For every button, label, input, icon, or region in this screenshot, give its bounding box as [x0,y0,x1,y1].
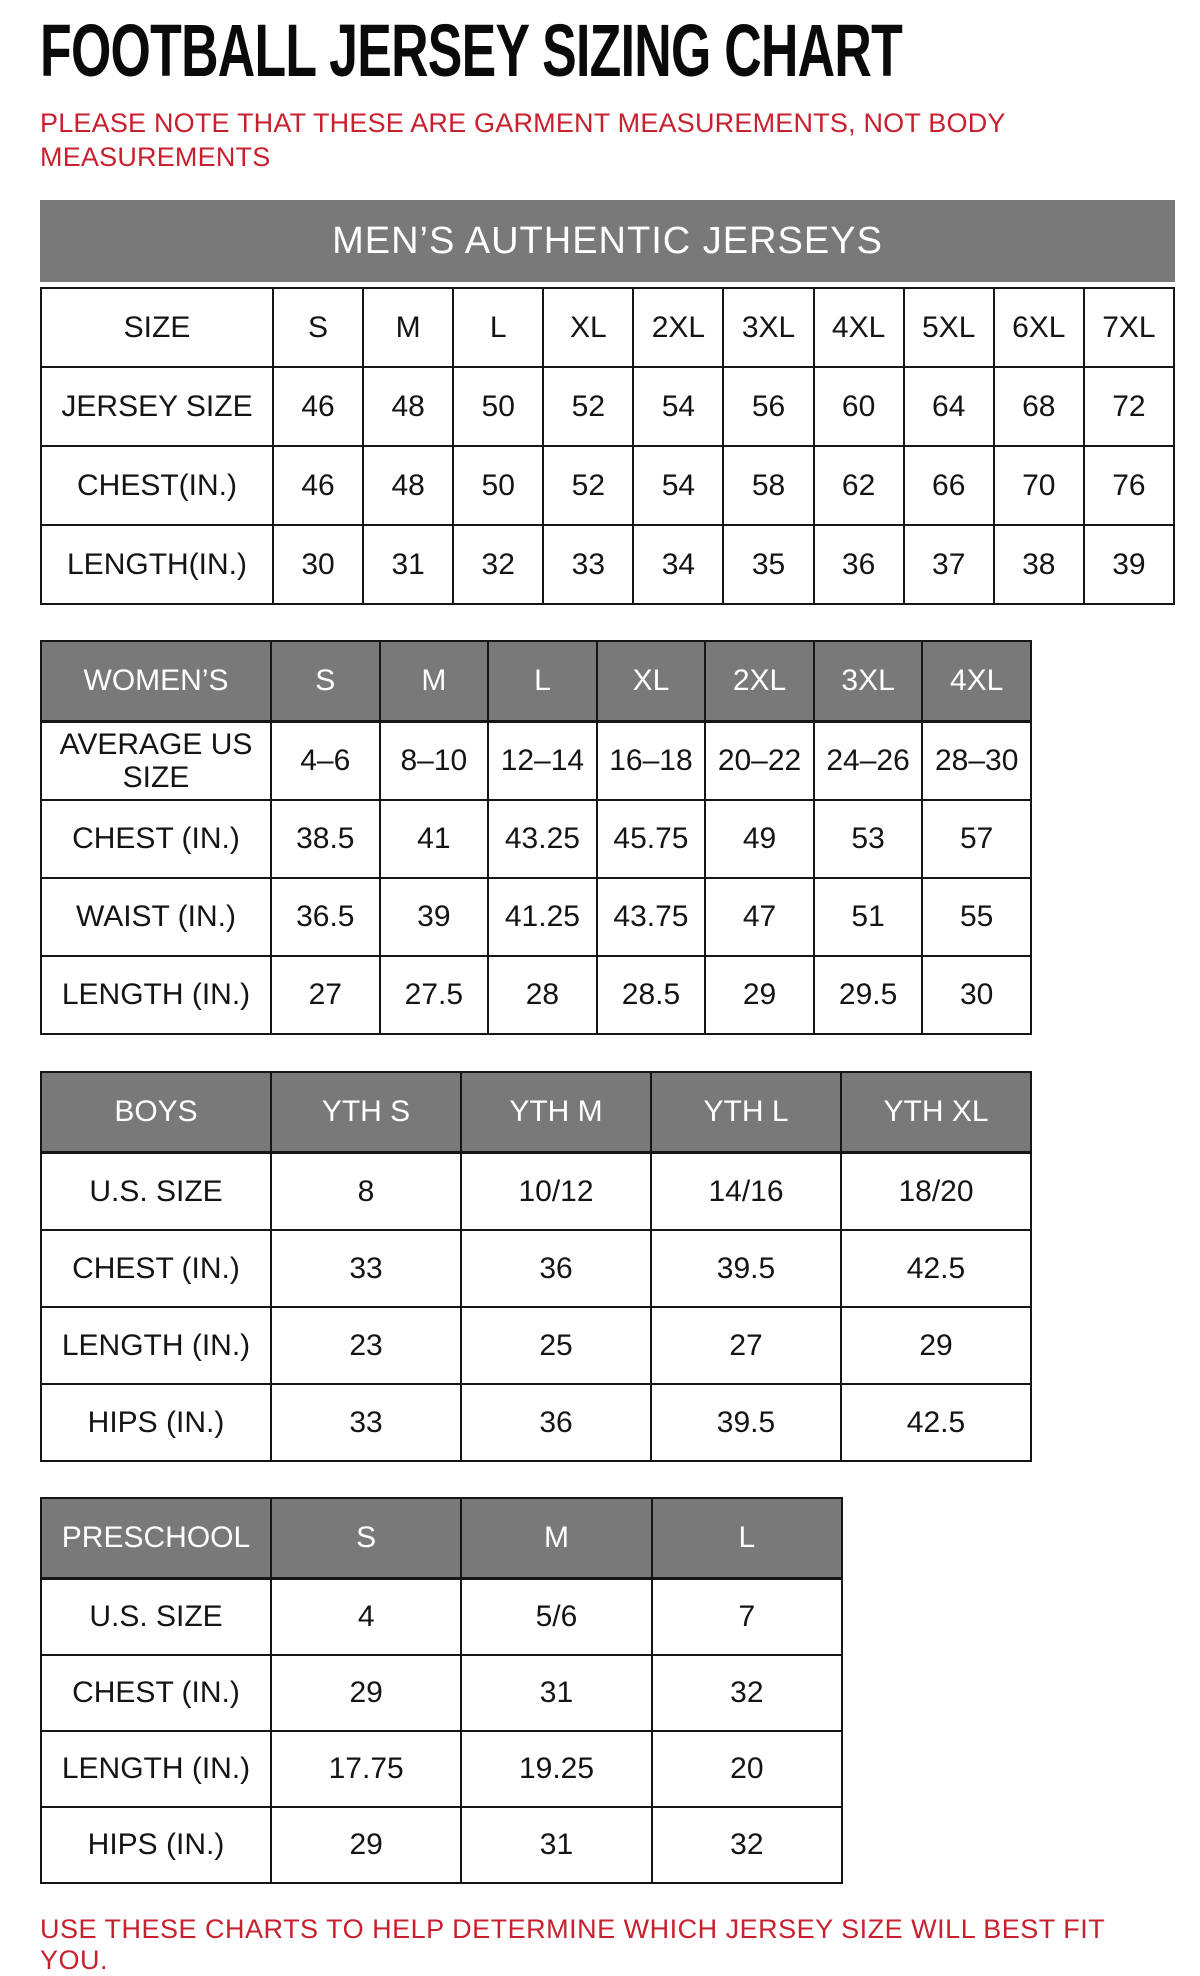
cell-value: 58 [723,446,813,525]
cell-value: 42.5 [841,1230,1031,1307]
table-row [41,800,1031,878]
cell-value: 4 [271,1579,461,1656]
table-row [41,1307,1031,1384]
cell-value: 53 [814,800,923,878]
cell-value: 29 [271,1807,461,1883]
cell-value: 46 [273,446,363,525]
cell-value: 36.5 [271,878,380,956]
column-header: L [488,641,597,722]
cell-value: 57 [922,800,1031,878]
table-row [41,367,1174,446]
column-header: 5XL [904,288,994,367]
cell-value: 62 [814,446,904,525]
column-header: 3XL [814,641,923,722]
cell-value: 33 [543,525,633,604]
cell-value: 12–14 [488,722,597,801]
table-row [41,1807,842,1883]
row-label: CHEST (IN.) [41,1655,271,1731]
cell-value: 66 [904,446,994,525]
cell-value: 76 [1084,446,1174,525]
table-row [41,1731,842,1807]
column-header: 6XL [994,288,1084,367]
column-header: S [271,641,380,722]
table-row [41,1655,842,1731]
cell-value: 5/6 [461,1579,651,1656]
boys-header-row [41,1072,1031,1153]
garment-measurement-note [40,106,1200,174]
cell-value: 18/20 [841,1153,1031,1231]
cell-value: 51 [814,878,923,956]
column-header: 4XL [922,641,1031,722]
cell-value: 28–30 [922,722,1031,801]
cell-value: 33 [271,1230,461,1307]
cell-value: 31 [461,1655,651,1731]
cell-value: 70 [994,446,1084,525]
mens-size-table [40,287,1175,605]
cell-value: 8 [271,1153,461,1231]
cell-value: 36 [461,1384,651,1461]
cell-value: 36 [814,525,904,604]
cell-value: 27 [651,1307,841,1384]
cell-value: 4–6 [271,722,380,801]
cell-value: 29 [705,956,814,1034]
cell-value: 7 [652,1579,842,1656]
cell-value: 17.75 [271,1731,461,1807]
column-header: WOMEN’S [41,641,271,722]
cell-value: 39 [1084,525,1174,604]
column-header: 2XL [705,641,814,722]
cell-value: 43.25 [488,800,597,878]
note-line-2: MEASUREMENTS [40,142,271,173]
row-label: HIPS (IN.) [41,1384,271,1461]
cell-value: 41.25 [488,878,597,956]
table-row [41,446,1174,525]
row-label: U.S. SIZE [41,1579,271,1656]
column-header: BOYS [41,1072,271,1153]
row-label: LENGTH (IN.) [41,956,271,1034]
column-header: YTH L [651,1072,841,1153]
cell-value: 43.75 [597,878,706,956]
cell-value: 32 [453,525,543,604]
table-row [41,1579,842,1656]
cell-value: 39 [380,878,489,956]
column-header: M [380,641,489,722]
cell-value: 39.5 [651,1384,841,1461]
column-header: YTH XL [841,1072,1031,1153]
cell-value: 55 [922,878,1031,956]
cell-value: 64 [904,367,994,446]
cell-value: 16–18 [597,722,706,801]
column-header: 7XL [1084,288,1174,367]
cell-value: 54 [633,367,723,446]
cell-value: 29 [271,1655,461,1731]
cell-value: 50 [453,367,543,446]
table-row [41,1153,1031,1231]
cell-value: 52 [543,446,633,525]
column-header: SIZE [41,288,273,367]
cell-value: 24–26 [814,722,923,801]
column-header: PRESCHOOL [41,1498,271,1579]
column-header: XL [597,641,706,722]
cell-value: 30 [273,525,363,604]
cell-value: 72 [1084,367,1174,446]
row-label: JERSEY SIZE [41,367,273,446]
cell-value: 19.25 [461,1731,651,1807]
cell-value: 32 [652,1655,842,1731]
row-label: CHEST (IN.) [41,1230,271,1307]
table-row [41,525,1174,604]
column-header: 4XL [814,288,904,367]
column-header: 2XL [633,288,723,367]
row-label: LENGTH(IN.) [41,525,273,604]
row-label: LENGTH (IN.) [41,1307,271,1384]
cell-value: 68 [994,367,1084,446]
cell-value: 38.5 [271,800,380,878]
row-label: WAIST (IN.) [41,878,271,956]
mens-header-row [41,288,1174,367]
cell-value: 47 [705,878,814,956]
mens-authentic-jerseys-banner: MEN’S AUTHENTIC JERSEYS [40,200,1175,282]
row-label: U.S. SIZE [41,1153,271,1231]
cell-value: 46 [273,367,363,446]
cell-value: 28 [488,956,597,1034]
cell-value: 45.75 [597,800,706,878]
cell-value: 20–22 [705,722,814,801]
cell-value: 34 [633,525,723,604]
cell-value: 56 [723,367,813,446]
cell-value: 37 [904,525,994,604]
cell-value: 31 [363,525,453,604]
table-row [41,1230,1031,1307]
cell-value: 50 [453,446,543,525]
cell-value: 23 [271,1307,461,1384]
womens-size-table [40,640,1032,1035]
cell-value: 31 [461,1807,651,1883]
preschool-header-row [41,1498,842,1579]
fit-advice-footer: USE THESE CHARTS TO HELP DETERMINE WHICH JERSEY SIZE WILL BEST FIT YOU. [40,1914,1105,1976]
column-header: YTH M [461,1072,651,1153]
note-line-1: PLEASE NOTE THAT THESE ARE GARMENT MEASUREMENTS, NOT BODY [40,108,1006,139]
cell-value: 27.5 [380,956,489,1034]
column-header: S [271,1498,461,1579]
column-header: L [453,288,543,367]
cell-value: 52 [543,367,633,446]
row-label: LENGTH (IN.) [41,1731,271,1807]
column-header: M [363,288,453,367]
cell-value: 48 [363,367,453,446]
column-header: L [652,1498,842,1579]
preschool-size-table [40,1497,843,1884]
cell-value: 48 [363,446,453,525]
cell-value: 29.5 [814,956,923,1034]
cell-value: 36 [461,1230,651,1307]
cell-value: 27 [271,956,380,1034]
table-row [41,878,1031,956]
cell-value: 33 [271,1384,461,1461]
cell-value: 38 [994,525,1084,604]
cell-value: 8–10 [380,722,489,801]
cell-value: 41 [380,800,489,878]
table-row [41,1384,1031,1461]
cell-value: 28.5 [597,956,706,1034]
cell-value: 30 [922,956,1031,1034]
row-label: CHEST (IN.) [41,800,271,878]
table-row [41,956,1031,1034]
cell-value: 39.5 [651,1230,841,1307]
cell-value: 14/16 [651,1153,841,1231]
cell-value: 54 [633,446,723,525]
table-row [41,722,1031,801]
cell-value: 10/12 [461,1153,651,1231]
row-label: AVERAGE US SIZE [41,722,271,801]
cell-value: 35 [723,525,813,604]
boys-size-table [40,1071,1032,1462]
cell-value: 32 [652,1807,842,1883]
column-header: XL [543,288,633,367]
cell-value: 25 [461,1307,651,1384]
cell-value: 42.5 [841,1384,1031,1461]
row-label: CHEST(IN.) [41,446,273,525]
cell-value: 29 [841,1307,1031,1384]
column-header: YTH S [271,1072,461,1153]
column-header: M [461,1498,651,1579]
cell-value: 60 [814,367,904,446]
cell-value: 49 [705,800,814,878]
womens-header-row [41,641,1031,722]
row-label: HIPS (IN.) [41,1807,271,1883]
column-header: 3XL [723,288,813,367]
column-header: S [273,288,363,367]
cell-value: 20 [652,1731,842,1807]
page-title: FOOTBALL JERSEY SIZING CHART [40,9,903,92]
